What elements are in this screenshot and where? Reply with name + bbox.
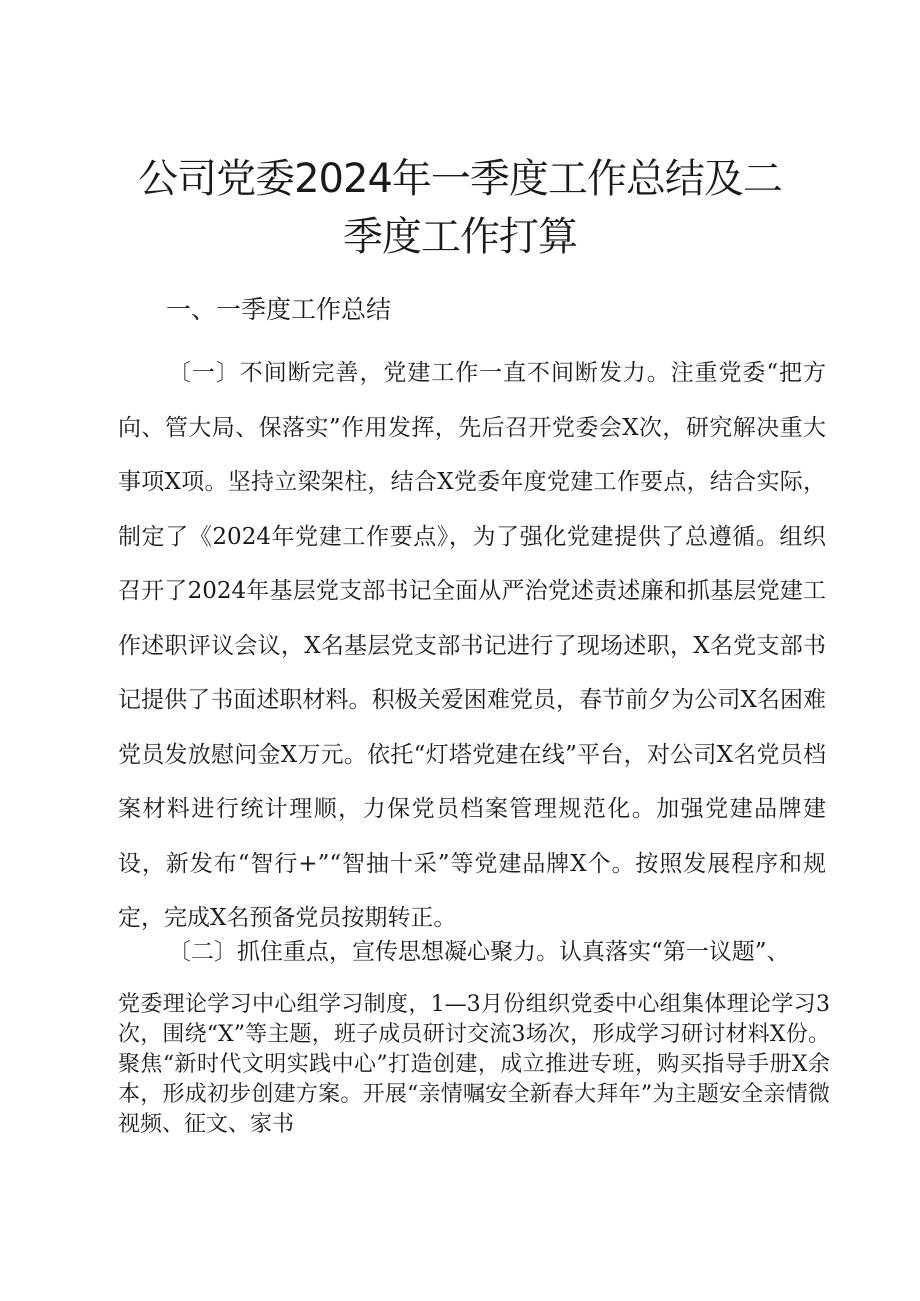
- section-heading: 一、一季度工作总结: [166, 295, 392, 324]
- paragraph-propaganda-lead: 〔二〕抓住重点，宣传思想凝心聚力。认真落实“第一议题”、: [168, 939, 790, 965]
- page-title: 公司党委2024年一季度工作总结及二季度工作打算: [138, 156, 782, 260]
- paragraph-party-building: 〔一〕不间断完善，党建工作一直不间断发力。注重党委“把方向、管大局、保落实”作用发挥，先后召开党委会X次，研究解决重大事项X项。坚持立梁架柱，结合X党委年度党建工作要点，结合实际，制定了《2024年党建工作要点》，为了强化党建提供了总遵循。组织召开了2024年基层党支部书记全面从严治党述责述廉和抓基层党建工作述职评议会议，X名基层党支部书记进行了现场述职，X名党支部书记提供了书面述职材料。积极关爱困难党员，春节前夕为公司X名困难党员发放慰问金X万元。依托“灯塔党建在线”平台，对公司X名党员档案材料进行统计理顺，力保党员档案管理规范化。加强党建品牌建设，新发布“智行+”“智抽十采”等党建品牌X个。按照发展程序和规定，完成X名预备党员按期转正。: [118, 360, 826, 931]
- paragraph-propaganda-body: 党委理论学习中心组学习制度，1—3月份组织党委中心组集体理论学习3次，围绕“X”等主题，班子成员研讨交流3场次，形成学习研讨材料X份。聚焦“新时代文明实践中心”打造创建，成立推进专班，购买指导手册X余本，形成初步创建方案。开展“亲情嘱安全新春大拜年”为主题安全亲情微视频、征文、家书: [118, 992, 830, 1137]
